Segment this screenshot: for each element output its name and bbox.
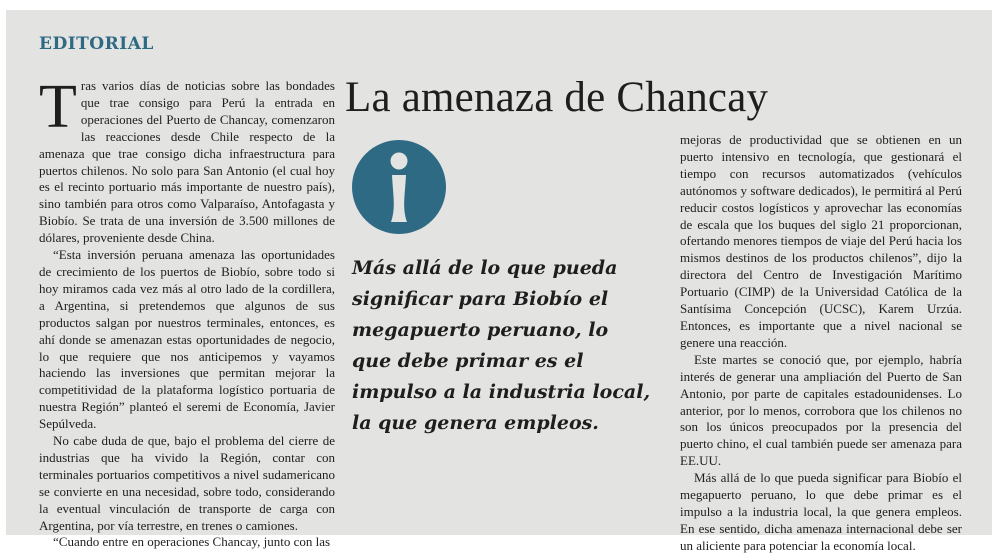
pull-quote: Más allá de lo que pueda significar para Biobío el megapuerto peruano, lo que debe primar es el impulso a la industria local, la que genera empleos. [352, 257, 651, 434]
paragraph: Este martes se conoció que, por ejemplo, habría interés de generar una ampliación del Puerto de San Antonio, por parte de capitales estadounidenses. Lo anterior, por lo menos, corrobora que los chilenos no son los únicos preocupados por la presencia del puerto chino, el cual también puede ser amenaza para EE.UU. [680, 351, 962, 469]
paragraph: No cabe duda de que, bajo el problema del cierre de industrias que ha vivido la Región, contar con terminales portuarios competitivos a nivel sudamericano se convierte en una necesidad, sobre todo, considerando la eventual vinculación de transporte de carga con Argentina, por vía terrestre, en trenes o camiones. [39, 433, 335, 533]
paragraph [39, 73, 335, 247]
paragraph: “Esta inversión peruana amenaza las oportunidades de crecimiento de los puertos de Biobío, sobre todo si hoy miramos cada vez más al otro lado de la cordillera, a Argentina, si pretendemos que algunos de sus productos salgan por nuestros terminales, entonces, es ahí donde se amenazan estas oportunidades de negocio, lo que requiere que nos anticipemos y vayamos haciendo las inversiones que permitan mejorar la competitividad de la plataforma logístico portuaria de nuestra Región” planteó el seremi de Economía, Javier Sepúlveda. [39, 247, 335, 432]
left-column [39, 73, 335, 551]
section-label: EDITORIAL [39, 34, 154, 54]
editorial-page [6, 10, 992, 553]
headline: La amenaza de Chancay [345, 74, 769, 121]
paragraph: Más allá de lo que pueda significar para Biobío el megapuerto peruano, lo que debe primar es el impulso a la industria local, la que genera empleos. En ese sentido, dicha amenaza internacional debe ser un aliciente para potenciar la economía local. [680, 470, 962, 553]
paragraph: “Cuando entre en operaciones Chancay, junto con las [53, 534, 331, 550]
paragraph-text: ras varios días de noticias sobre las bondades que trae consigo para Perú la entrada en operaciones del Puerto de Chancay, comenzaron las reacciones desde Chile respecto de la amenaza que trae consigo dicha infraestructura para puertos chilenos. No solo para San Antonio (el cual hoy es el recinto portuario más importante de nuestro país), sino también para otros como Valparaíso, Antofagasta y Biobío. Se trata de una inversión de 3.500 millones de dólares, proveniente desde China. [39, 78, 335, 246]
info-icon [352, 140, 446, 234]
drop-cap: T [39, 73, 77, 141]
paragraph: mejoras de productividad que se obtienen en un puerto intensivo en tecnología, que gestionará el tiempo con recursos automatizados (vehículos autónomos y software dedicados), le permitirá al Perú reducir costos logísticos y aprovechar las economías de escala que los buques del siglo 21 proporcionan, ofertando menores tiempos de viaje del Perú hacia los mismos destinos de los productos chilenos”, dijo la directora del Centro de Investigación Marítimo Portuario (CIMP) de la Universidad Católica de la Santísima Concepción (UCSC), Karem Urzúa. Entonces, es importante que a nivel nacional se genere una reacción. [680, 132, 962, 350]
right-column [680, 132, 962, 555]
